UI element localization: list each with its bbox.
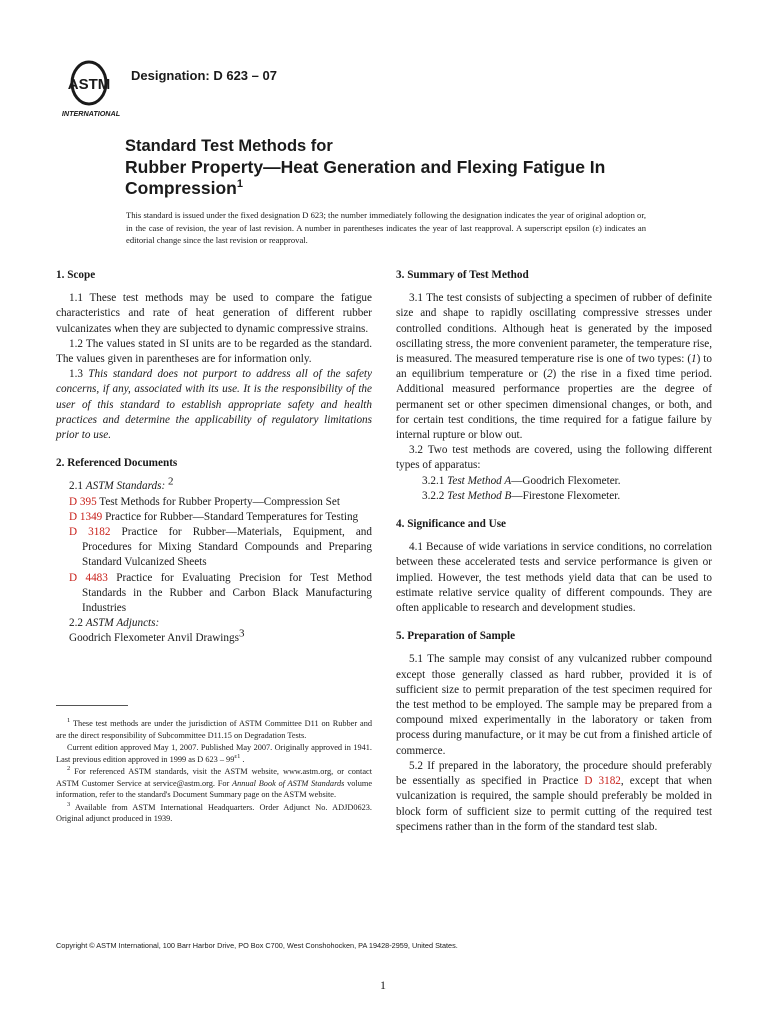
svg-text:ASTM: ASTM xyxy=(67,76,111,93)
footnote: Current edition approved May 1, 2007. Published May 2007. Originally approved in 1941. Last previous edition approved in 1999 as D $623 - 99^{\varepsilon 1}$ . xyxy=(56,743,372,764)
subheading: 2.1 ASTM Standards: 2 xyxy=(69,475,174,493)
paragraph: 1.2 The values stated in SI units are to be regarded as the standard. The values given in parentheses are for information only. xyxy=(56,337,372,366)
astm-logo xyxy=(62,56,122,120)
section-preparation xyxy=(396,629,712,835)
reference-link[interactable]: D 3182 xyxy=(69,526,111,539)
footnote: $^2$ For referenced ASTM standards, visit the ASTM website, www.astm.org, or contact ASTM Customer Service at service@astm.org. For Annual Book of ASTM Standards volume information, refer to the standard's Document Summary page on the ASTM website. xyxy=(56,765,373,799)
section-significance xyxy=(396,517,712,616)
footnote-divider xyxy=(56,705,128,706)
section-heading: 3. Summary of Test Method xyxy=(396,269,529,281)
title-footnote-mark: 1 xyxy=(236,178,243,191)
reference-link[interactable]: D 1349 xyxy=(69,510,103,523)
logo-text: INTERNATIONAL xyxy=(62,109,121,118)
reference-link[interactable]: D 395 xyxy=(69,495,97,508)
section-heading: 1. Scope xyxy=(56,269,96,281)
reference-item: D 395 Test Methods for Rubber Property—Compression Set xyxy=(69,495,340,508)
paragraph: 5.1 The sample may consist of any vulcanized rubber compound except those generally classed as hard rubber, provided it is of sufficient size to permit preparation of the test specimen required for the test method to be employed. The sample may be prepared from a compound mixed experimentally in the laboratory or taken from process during manufacture, or it may be cut from a finished article of commerce. xyxy=(396,653,712,757)
paragraph: 3.2 Two test methods are covered, using the following different types of apparatus: xyxy=(396,444,712,472)
left-column xyxy=(56,268,372,660)
designation: Designation: D 623 – 07 xyxy=(131,68,277,83)
reference-item: D 1349 Practice for Rubber—Standard Temperatures for Testing xyxy=(69,510,359,523)
paragraph: 1.3 This standard does not purport to address all of the safety concerns, if any, associated with its use. It is the responsibility of the user of this standard to establish appropriate safety and health practices and determine the applicability of regulatory limitations prior to use. xyxy=(56,368,373,442)
footnotes xyxy=(56,718,372,826)
reference-link[interactable]: D 3182 xyxy=(584,775,621,788)
adjunct-item: Goodrich Flexometer Anvil Drawings3 xyxy=(69,627,245,645)
title-line-2: Rubber Property—Heat Generation and Flexing Fatigue In xyxy=(125,157,606,177)
section-scope xyxy=(56,268,372,443)
section-heading: 4. Significance and Use xyxy=(396,518,507,531)
reference-item: D 4483 Practice for Evaluating Precision for Test Method Standards in the Rubber and Carbon Black Manufacturing Industries xyxy=(69,571,372,615)
title-line-3: Compression$^1$ xyxy=(125,178,243,198)
method-item: 3.2.1 Test Method A—Goodrich Flexometer. xyxy=(422,474,621,487)
copyright: Copyright © ASTM International, 100 Barr Harbor Drive, PO Box C700, West Conshohocken, PA 19428-2959, United States. xyxy=(56,941,458,950)
astm-logo-icon xyxy=(62,56,122,120)
paragraph: 5.2 If prepared in the laboratory, the procedure should preferably be essentially as specified in Practice D 3182, except that when vulcanization is required, the sample should preferably be molded in block form of sufficient size to permit cutting of the required test specimens rather than in the form of the standard test slab. xyxy=(396,759,712,833)
title-line-1: Standard Test Methods for xyxy=(125,137,333,155)
page-number: 1 xyxy=(380,978,386,992)
footnote: $^3$ Available from ASTM International Headquarters. Order Adjunct No. ADJD0623. Original adjunct produced in 1939. xyxy=(56,800,372,823)
paragraph: 1.1 These test methods may be used to compare the fatigue characteristics and rate of heat generation of different rubber vulcanizates when they are subjected to dynamic compressive strains. xyxy=(56,292,372,335)
right-column xyxy=(396,268,712,848)
footnote: $^1$ These test methods are under the jurisdiction of ASTM Committee D11 on Rubber and are the direct responsibility of Subcommittee D11.15 on Degradation Tests. xyxy=(56,717,372,740)
section-heading: 5. Preparation of Sample xyxy=(396,630,516,643)
subheading: 2.2 ASTM Adjuncts: xyxy=(69,617,160,630)
document-title xyxy=(125,136,685,199)
section-referenced-documents xyxy=(56,456,372,646)
section-heading: 2. Referenced Documents xyxy=(56,457,178,470)
method-item: 3.2.2 Test Method B—Firestone Flexometer. xyxy=(422,489,621,502)
issue-note: This standard is issued under the fixed designation D 623; the number immediately following the designation indicates the year of original adoption or, in the case of revision, the year of last revision. A number in parentheses indicates the year of last reapproval. A superscript epsilon (ε) indicates an editorial change since the last revision or reapproval. xyxy=(126,210,646,245)
reference-item: D 3182 Practice for Rubber—Materials, Equipment, and Procedures for Mixing Standard Compounds and Preparing Standard Vulcanized Sheets xyxy=(69,526,372,569)
paragraph: 3.1 The test consists of subjecting a specimen of rubber of definite size and shape to rapidly oscillating compressive stresses under controlled conditions. Although heat is generated by the imposed oscillating stress, the more convenient parameter, the temperature rise, is measured. The measured temperature rise is one of two types: (1) to an equilibrium temperature or (2) the rise in a fixed time period. Additional measured performance properties are the degree of permanent set or other specimen dimensional changes, or both, and for certain test conditions, the time required for a fatigue failure by internal rupture or blow out. xyxy=(396,292,712,442)
paragraph: 4.1 Because of wide variations in service conditions, no correlation between these accelerated tests and service performance is given or implied. However, the test methods yield data that can be used to estimate relative service quality of different compounds. They are often applicable to research and development studies. xyxy=(396,541,712,615)
reference-link[interactable]: D 4483 xyxy=(69,571,108,584)
section-summary xyxy=(396,268,712,504)
